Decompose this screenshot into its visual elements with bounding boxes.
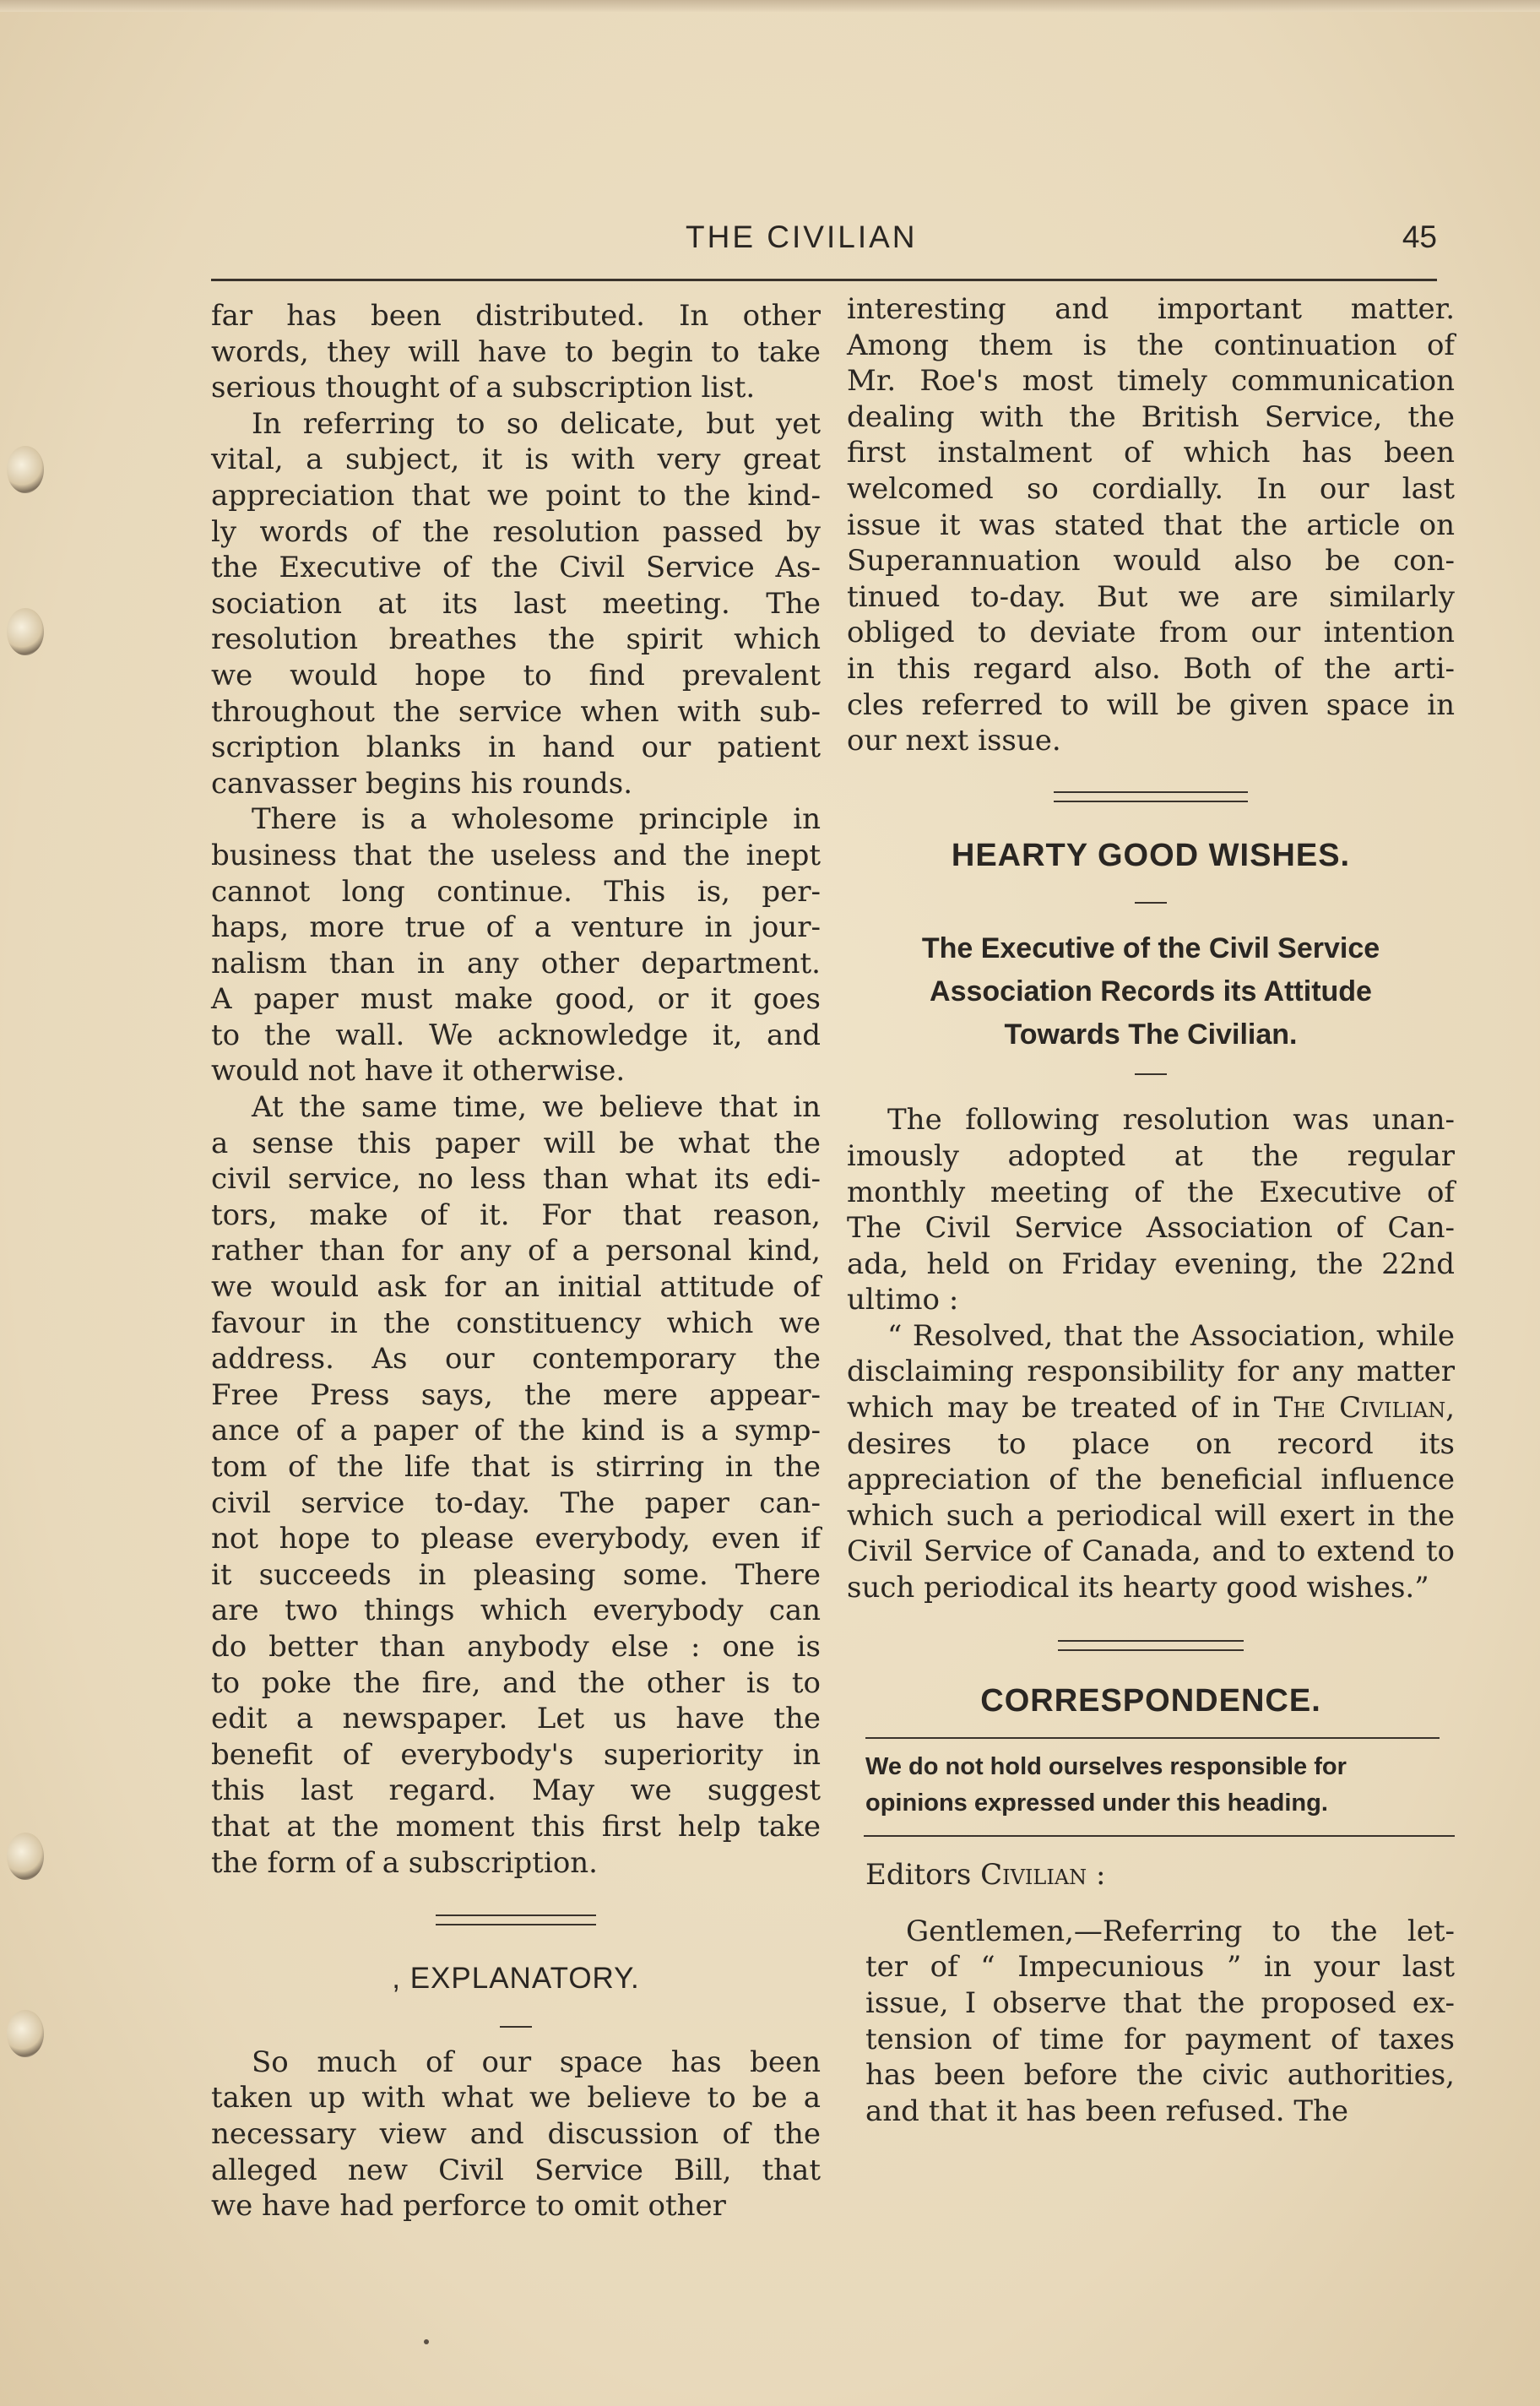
text-line: ance of a paper of the kind is a symp- xyxy=(211,1414,821,1448)
text-line: to the wall. We acknowledge it, and xyxy=(211,1018,821,1052)
header-rule xyxy=(211,279,1437,281)
text-line: our next issue. xyxy=(847,724,1061,758)
text-line: we would ask for an initial attitude of xyxy=(211,1270,821,1305)
left-paragraph-1 xyxy=(211,298,821,406)
correspondence-disclaimer: We do not hold ourselves responsible for opinions expressed under this heading. xyxy=(865,1753,1347,1817)
text-line: we would hope to find prevalent xyxy=(211,658,821,692)
text-line: rather than for any of a personal kind, xyxy=(211,1234,821,1268)
running-title: THE CIVILIAN xyxy=(686,220,918,254)
text-line: has been before the civic authorities, xyxy=(865,2058,1455,2093)
ink-speck xyxy=(424,2339,429,2344)
explanatory-heading: , EXPLANATORY. xyxy=(392,1962,640,1996)
subheading-line: Towards The Civilian. xyxy=(1004,1018,1298,1051)
publication-name: The Civilian xyxy=(1273,1391,1446,1426)
text-line: cles referred to will be given space in xyxy=(847,687,1455,722)
text-line: issue it was stated that the article on xyxy=(847,508,1455,542)
letter-body xyxy=(847,1914,1455,2130)
text-line: Gentlemen,—Referring to the let- xyxy=(906,1914,1455,1948)
binding-hole-3 xyxy=(7,1833,44,1880)
text-line: appreciation that we point to the kind- xyxy=(211,478,821,513)
text-line: Free Press says, the mere appear- xyxy=(211,1377,821,1412)
text-line: far has been distributed. In other xyxy=(211,299,821,333)
text-line: ter of “ Impecunious ” in your last xyxy=(865,1950,1455,1985)
text-line: necessary view and discussion of the xyxy=(211,2116,821,2151)
text-line: words, they will have to begin to take xyxy=(211,334,821,369)
resolution-subheading xyxy=(847,927,1455,1056)
text-line: cannot long continue. This is, per- xyxy=(211,874,821,909)
letter-salutation: Editors Civilian : xyxy=(865,1858,1106,1893)
text-line: haps, more true of a venture in jour- xyxy=(211,910,821,945)
text-line: and that it has been refused. The xyxy=(865,2094,1349,2128)
text-line: tom of the life that is stirring in the xyxy=(211,1450,821,1484)
text-line: scription blanks in hand our patient xyxy=(211,730,821,765)
text-line: civil service, no less than what its edi- xyxy=(211,1162,821,1197)
page-top-edge xyxy=(0,0,1540,12)
text-line: to poke the fire, and the other is to xyxy=(211,1665,821,1700)
text-line: In referring to so delicate, but yet xyxy=(252,406,821,441)
left-paragraph-5 xyxy=(211,2045,821,2224)
text-line: business that the useless and the inept xyxy=(211,838,821,872)
text-line: nalism than in any other department. xyxy=(211,946,821,980)
text-line: There is a wholesome principle in xyxy=(252,802,821,837)
section-divider xyxy=(436,1914,596,1925)
text-line: Mr. Roe's most timely communication xyxy=(847,364,1455,399)
left-paragraph-4 xyxy=(211,1089,821,1881)
section-divider xyxy=(1054,791,1248,802)
text-line: taken up with what we believe to be a xyxy=(211,2081,821,2115)
text-line: Among them is the continuation of xyxy=(847,328,1455,362)
left-column xyxy=(211,298,821,2224)
text-line: not hope to please everybody, even if xyxy=(211,1522,821,1556)
text-line: obliged to deviate from our intention xyxy=(847,616,1455,650)
text-line: resolution breathes the spirit which xyxy=(211,622,821,657)
text-line: first instalment of which has been xyxy=(847,436,1455,470)
subheading-line: The Executive of the Civil Service xyxy=(921,932,1380,965)
left-paragraph-2 xyxy=(211,406,821,802)
text-line: A paper must make good, or it goes xyxy=(211,982,821,1017)
text-line: address. As our contemporary the xyxy=(211,1342,821,1377)
text-line: the form of a subscription. xyxy=(211,1845,598,1880)
text-line: The Civil Service Association of Can- xyxy=(847,1211,1455,1246)
text-line: tinued to-day. But we are similarly xyxy=(847,579,1455,614)
text-line: this last regard. May we suggest xyxy=(211,1773,821,1808)
binding-hole-4 xyxy=(7,2010,44,2057)
text-line: favour in the constituency which we xyxy=(211,1306,821,1340)
text-line: Superannuation would also be con- xyxy=(847,544,1455,578)
left-paragraph-3 xyxy=(211,801,821,1089)
text-line: do better than anybody else : one is xyxy=(211,1629,821,1664)
text-line: would not have it otherwise. xyxy=(211,1054,626,1089)
text-line: a sense this paper will be what the xyxy=(211,1126,821,1160)
text-line: imously adopted at the regular xyxy=(847,1138,1455,1173)
text-line: the Executive of the Civil Service As- xyxy=(211,551,821,585)
resolution-quote: “ Resolved, that the Association, while disclaiming responsibility for any matter which may be treated of in The Civilian, desires to place on record its appreciation of the beneficial influence which such a periodical will exert in the Civil Service of Canada, and to extend to such periodical its hearty good wishes.” xyxy=(847,1318,1456,1605)
text-line: sociation at its last meeting. The xyxy=(211,586,821,621)
page-number: 45 xyxy=(1402,220,1437,254)
text-line: issue, I observe that the proposed ex- xyxy=(865,1986,1455,2020)
hearty-good-wishes-heading: HEARTY GOOD WISHES. xyxy=(951,837,1351,873)
right-paragraph-2 xyxy=(847,1102,1455,1318)
page-header xyxy=(213,220,1437,270)
binding-hole-1 xyxy=(7,446,44,493)
text-line: canvasser begins his rounds. xyxy=(211,766,633,801)
text-line: edit a newspaper. Let us have the xyxy=(211,1702,821,1736)
text-line: ly words of the resolution passed by xyxy=(211,514,821,549)
text-line: vital, a subject, it is with very great xyxy=(211,443,821,477)
text-line: that at the moment this first help take xyxy=(211,1809,821,1844)
text-line: benefit of everybody's superiority in xyxy=(211,1737,821,1772)
section-divider xyxy=(1058,1640,1244,1651)
text-line: it succeeds in pleasing some. There xyxy=(211,1557,821,1592)
text-line: interesting and important matter. xyxy=(847,292,1455,326)
text-line: The following resolution was unan- xyxy=(887,1103,1455,1138)
text-line: ultimo : xyxy=(847,1283,959,1317)
subheading-line: Association Records its Attitude xyxy=(930,975,1372,1008)
text-line: tension of time for payment of taxes xyxy=(865,2022,1455,2056)
text-line: dealing with the British Service, the xyxy=(847,399,1455,434)
text-line: serious thought of a subscription list. xyxy=(211,371,756,405)
text-line: are two things which everybody can xyxy=(211,1594,821,1628)
right-paragraph-1 xyxy=(847,291,1455,759)
text-line: alleged new Civil Service Bill, that xyxy=(211,2153,821,2187)
text-line: tors, make of it. For that reason, xyxy=(211,1198,821,1232)
text-line: monthly meeting of the Executive of xyxy=(847,1175,1455,1209)
right-column xyxy=(847,291,1455,2129)
text-line: civil service to-day. The paper can- xyxy=(211,1485,821,1520)
text-line: we have had perforce to omit other xyxy=(211,2189,726,2224)
text-line: So much of our space has been xyxy=(252,2045,821,2079)
text-line: ada, held on Friday evening, the 22nd xyxy=(847,1246,1455,1281)
text-line: At the same time, we believe that in xyxy=(252,1090,821,1125)
binding-hole-2 xyxy=(7,608,44,655)
correspondence-heading: CORRESPONDENCE. xyxy=(980,1682,1321,1719)
text-line: welcomed so cordially. In our last xyxy=(847,471,1455,506)
text-line: in this regard also. Both of the arti- xyxy=(847,651,1455,686)
text-line: throughout the service when with sub- xyxy=(211,694,821,729)
